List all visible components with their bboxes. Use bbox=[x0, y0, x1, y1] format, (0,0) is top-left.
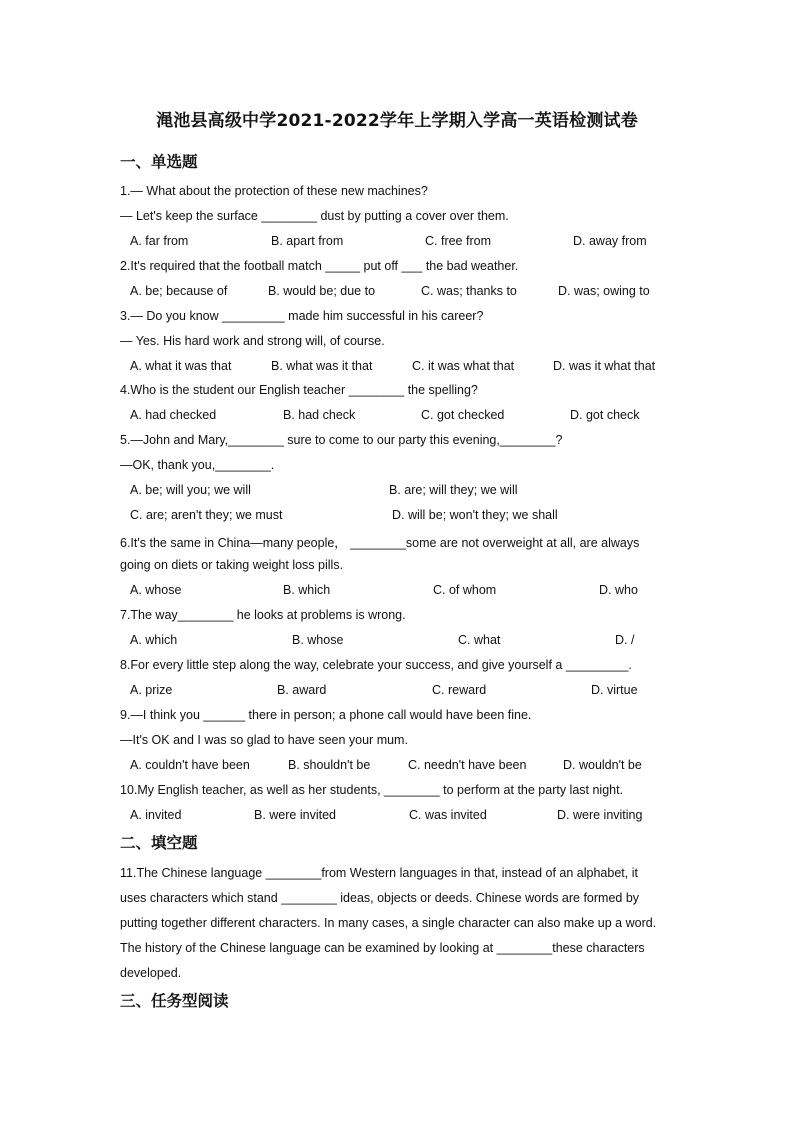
section-heading-fill-blank: 二、填空题 bbox=[120, 834, 198, 852]
question-7-stem: 7.The way________ he looks at problems is wrong. bbox=[120, 608, 406, 622]
question-11-line: putting together different characters. In many cases, a single character can also make up a word. bbox=[120, 916, 657, 930]
question-5-response: —OK, thank you,________. bbox=[120, 458, 275, 472]
question-3-response: — Yes. His hard work and strong will, of course. bbox=[120, 334, 385, 348]
question-9-response: —It's OK and I was so glad to have seen your mum. bbox=[120, 733, 408, 747]
question-5-stem: 5.—John and Mary,________ sure to come to our party this evening,________? bbox=[120, 433, 563, 447]
question-9-stem: 9.—I think you ______ there in person; a phone call would have been fine. bbox=[120, 708, 532, 722]
question-8-option-d: D. virtue bbox=[591, 683, 638, 697]
question-4-option-d: D. got check bbox=[570, 408, 640, 422]
question-9-option-d: D. wouldn't be bbox=[563, 758, 642, 772]
question-6-option-d: D. who bbox=[599, 583, 638, 597]
question-1-option-c: C. free from bbox=[425, 234, 491, 248]
question-1-response: — Let's keep the surface ________ dust by putting a cover over them. bbox=[120, 209, 509, 223]
question-11-line: uses characters which stand ________ ideas, objects or deeds. Chinese words are formed by bbox=[120, 891, 640, 905]
question-10-option-b: B. were invited bbox=[254, 808, 336, 822]
question-5-option-d: D. will be; won't they; we shall bbox=[392, 508, 558, 522]
section-heading-single-choice: 一、单选题 bbox=[120, 153, 198, 171]
question-2-option-c: C. was; thanks to bbox=[421, 284, 517, 298]
question-5-option-b: B. are; will they; we will bbox=[389, 483, 518, 497]
question-3-option-d: D. was it what that bbox=[553, 359, 656, 373]
question-3-option-a: A. what it was that bbox=[130, 359, 232, 373]
question-1-option-b: B. apart from bbox=[271, 234, 344, 248]
question-11-line: developed. bbox=[120, 966, 182, 980]
question-2-option-b: B. would be; due to bbox=[268, 284, 376, 298]
question-3-option-b: B. what was it that bbox=[271, 359, 373, 373]
question-3-option-c: C. it was what that bbox=[412, 359, 515, 373]
question-7-option-b: B. whose bbox=[292, 633, 344, 647]
question-5-option-a: A. be; will you; we will bbox=[130, 483, 251, 497]
exam-title: 渑池县高级中学2021-2022学年上学期入学高一英语检测试卷 bbox=[156, 111, 638, 131]
question-7-option-d: D. / bbox=[615, 633, 635, 647]
question-6-stem-continued: going on diets or taking weight loss pills. bbox=[120, 558, 344, 572]
question-10-stem: 10.My English teacher, as well as her students, ________ to perform at the party last night. bbox=[120, 783, 624, 797]
question-7-option-a: A. which bbox=[130, 633, 178, 647]
question-9-option-c: C. needn't have been bbox=[408, 758, 527, 772]
question-10-option-a: A. invited bbox=[130, 808, 182, 822]
question-11-line: 11.The Chinese language ________from Western languages in that, instead of an alphabet, it bbox=[120, 866, 638, 880]
question-8-option-c: C. reward bbox=[432, 683, 487, 697]
question-8-option-a: A. prize bbox=[130, 683, 173, 697]
question-11-line: The history of the Chinese language can be examined by looking at ________these characters bbox=[120, 941, 645, 955]
question-6-option-a: A. whose bbox=[130, 583, 182, 597]
question-3-stem: 3.— Do you know _________ made him successful in his career? bbox=[120, 309, 484, 323]
question-5-option-c: C. are; aren't they; we must bbox=[130, 508, 283, 522]
question-4-option-b: B. had check bbox=[283, 408, 356, 422]
question-10-option-d: D. were inviting bbox=[557, 808, 643, 822]
question-2-option-a: A. be; because of bbox=[130, 284, 228, 298]
question-6-stem: 6.It's the same in China—many people， ________some are not overweight at all, are always bbox=[120, 536, 640, 550]
question-6-option-b: B. which bbox=[283, 583, 331, 597]
question-4-stem: 4.Who is the student our English teacher ________ the spelling? bbox=[120, 383, 478, 397]
question-4-option-c: C. got checked bbox=[421, 408, 505, 422]
question-1-option-a: A. far from bbox=[130, 234, 189, 248]
question-8-option-b: B. award bbox=[277, 683, 327, 697]
question-9-option-a: A. couldn't have been bbox=[130, 758, 250, 772]
question-7-option-c: C. what bbox=[458, 633, 501, 647]
question-9-option-b: B. shouldn't be bbox=[288, 758, 371, 772]
question-1-stem: 1.— What about the protection of these new machines? bbox=[120, 184, 428, 198]
question-8-stem: 8.For every little step along the way, celebrate your success, and give yourself a _________. bbox=[120, 658, 632, 672]
question-2-option-d: D. was; owing to bbox=[558, 284, 650, 298]
question-6-option-c: C. of whom bbox=[433, 583, 497, 597]
question-2-stem: 2.It's required that the football match _____ put off ___ the bad weather. bbox=[120, 259, 519, 273]
section-heading-task-reading: 三、任务型阅读 bbox=[120, 992, 229, 1010]
question-4-option-a: A. had checked bbox=[130, 408, 217, 422]
question-1-option-d: D. away from bbox=[573, 234, 647, 248]
question-10-option-c: C. was invited bbox=[409, 808, 487, 822]
